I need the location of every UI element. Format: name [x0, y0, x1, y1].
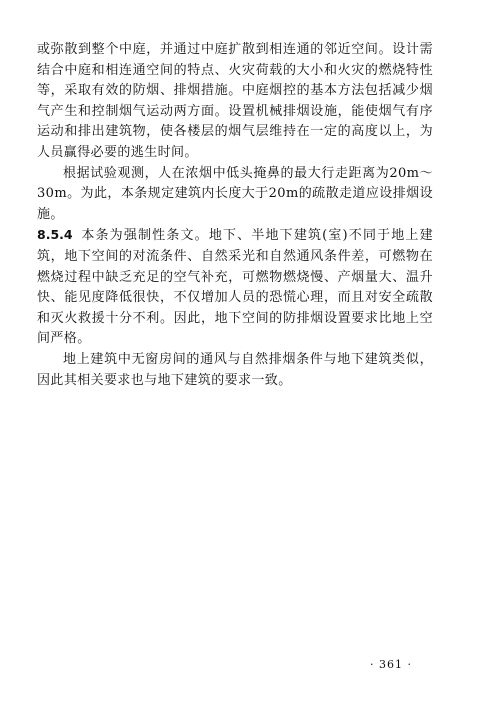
section-text: 本条为强制性条文。地下、半地下建筑(室)不同于地上建筑，地下空间的对流条件、自然采光和自然通风条件差，可燃物在燃烧过程中缺乏充足的空气补充，可燃物燃烧慢、产烟量大、温升快、能见度降低很快，不仅增加人员的恐慌心理，而且对安全疏散和灭火救援十分不利。因此，地下空间的防排烟设置要求比地上空间严格。	[37, 228, 433, 347]
section-8-5-4	[37, 225, 433, 350]
section-number: 8.5.4	[37, 227, 73, 243]
paragraph-test-observation: 根据试验观测，人在浓烟中低头掩鼻的最大行走距离为20m～30m。为此，本条规定建筑内长度大于20m的疏散走道应设排烟设施。	[37, 165, 433, 222]
paragraph-closing: 地上建筑中无窗房间的通风与自然排烟条件与地下建筑类似，因此其相关要求也与地下建筑的要求一致。	[37, 351, 433, 388]
paragraph-continued: 或弥散到整个中庭，并通过中庭扩散到相连通的邻近空间。设计需结合中庭和相连通空间的特点、火灾荷载的大小和火灾的燃烧特性等，采取有效的防烟、排烟措施。中庭烟控的基本方法包括减少烟气产生和控制烟气运动两方面。设置机械排烟设施，能使烟气有序运动和排出建筑物，使各楼层的烟气层维持在一定的高度以上，为人员赢得必要的逃生时间。	[37, 42, 433, 160]
page-number: · 361 ·	[370, 658, 412, 671]
document-page	[37, 40, 433, 391]
